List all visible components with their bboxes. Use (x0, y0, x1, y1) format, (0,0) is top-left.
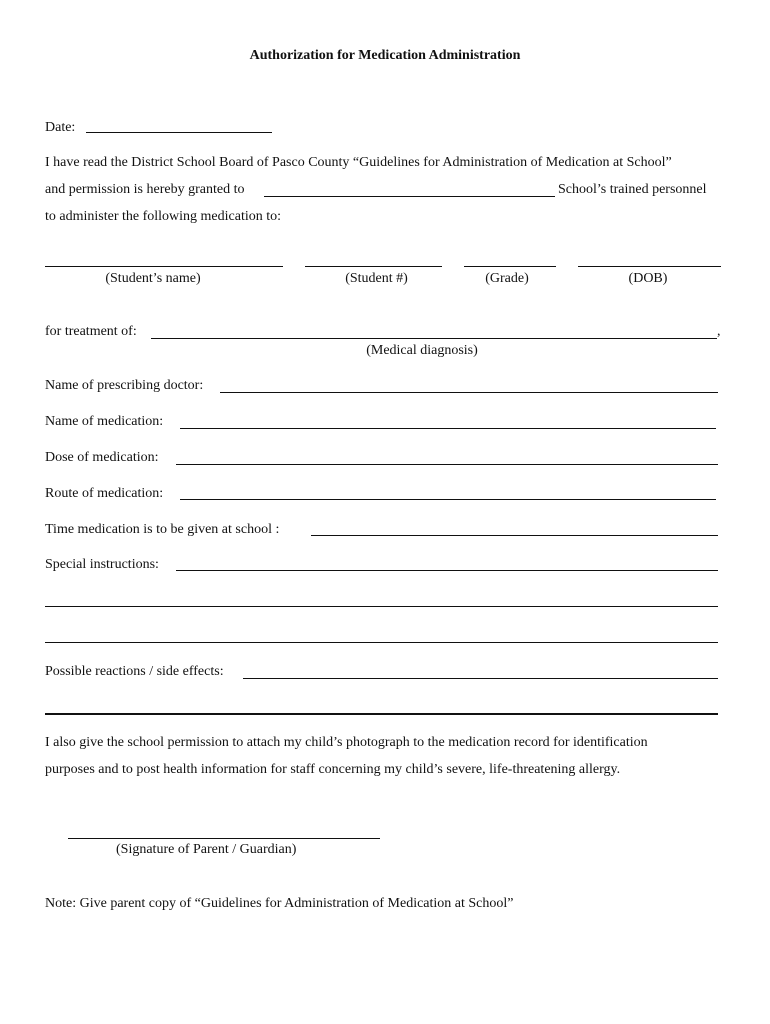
page-title: Authorization for Medication Administration (249, 48, 521, 63)
doctor-label: Name of prescribing doctor: (45, 378, 204, 393)
route-label: Route of medication: (45, 486, 164, 501)
permission-line-2: purposes and to post health information for staff concerning my child’s severe, life-threatening allergy. (45, 762, 621, 777)
dose-label: Dose of medication: (45, 450, 159, 465)
diagnosis-field[interactable] (151, 338, 717, 339)
reactions-field[interactable] (243, 678, 718, 679)
reactions-field-line-2[interactable] (45, 713, 718, 715)
instructions-field-line-2[interactable] (45, 606, 718, 607)
signature-field[interactable] (68, 838, 380, 839)
student-name-caption: (Student’s name) (105, 271, 201, 286)
route-field[interactable] (180, 499, 716, 500)
grade-caption: (Grade) (485, 271, 529, 286)
note-text: Note: Give parent copy of “Guidelines for Administration of Medication at School” (45, 896, 514, 911)
student-number-caption: (Student #) (345, 271, 408, 286)
instructions-field[interactable] (176, 570, 718, 571)
dob-field[interactable] (578, 266, 721, 267)
diagnosis-caption: (Medical diagnosis) (366, 343, 478, 358)
date-field[interactable] (86, 132, 272, 133)
grade-field[interactable] (464, 266, 556, 267)
student-name-field[interactable] (45, 266, 283, 267)
doctor-field[interactable] (220, 392, 718, 393)
instructions-field-line-3[interactable] (45, 642, 718, 643)
student-number-field[interactable] (305, 266, 442, 267)
time-field[interactable] (311, 535, 718, 536)
reactions-label: Possible reactions / side effects: (45, 664, 224, 679)
intro-line-2-suffix: School’s trained personnel (558, 182, 707, 197)
intro-line-3: to administer the following medication to: (45, 209, 282, 224)
treatment-label: for treatment of: (45, 324, 137, 339)
intro-line-2-prefix: and permission is hereby granted to (45, 182, 245, 197)
granted-to-field[interactable] (264, 196, 555, 197)
medication-label: Name of medication: (45, 414, 164, 429)
permission-line-1: I also give the school permission to attach my child’s photograph to the medication record for identification (45, 735, 648, 750)
dose-field[interactable] (176, 464, 718, 465)
signature-caption: (Signature of Parent / Guardian) (116, 842, 297, 857)
intro-line-1: I have read the District School Board of Pasco County “Guidelines for Administration of Medication at School” (45, 155, 672, 170)
time-label: Time medication is to be given at school : (45, 522, 280, 537)
instructions-label: Special instructions: (45, 557, 159, 572)
dob-caption: (DOB) (628, 271, 668, 286)
medication-field[interactable] (180, 428, 716, 429)
date-label: Date: (45, 120, 76, 135)
treatment-end-mark: , (717, 324, 721, 339)
